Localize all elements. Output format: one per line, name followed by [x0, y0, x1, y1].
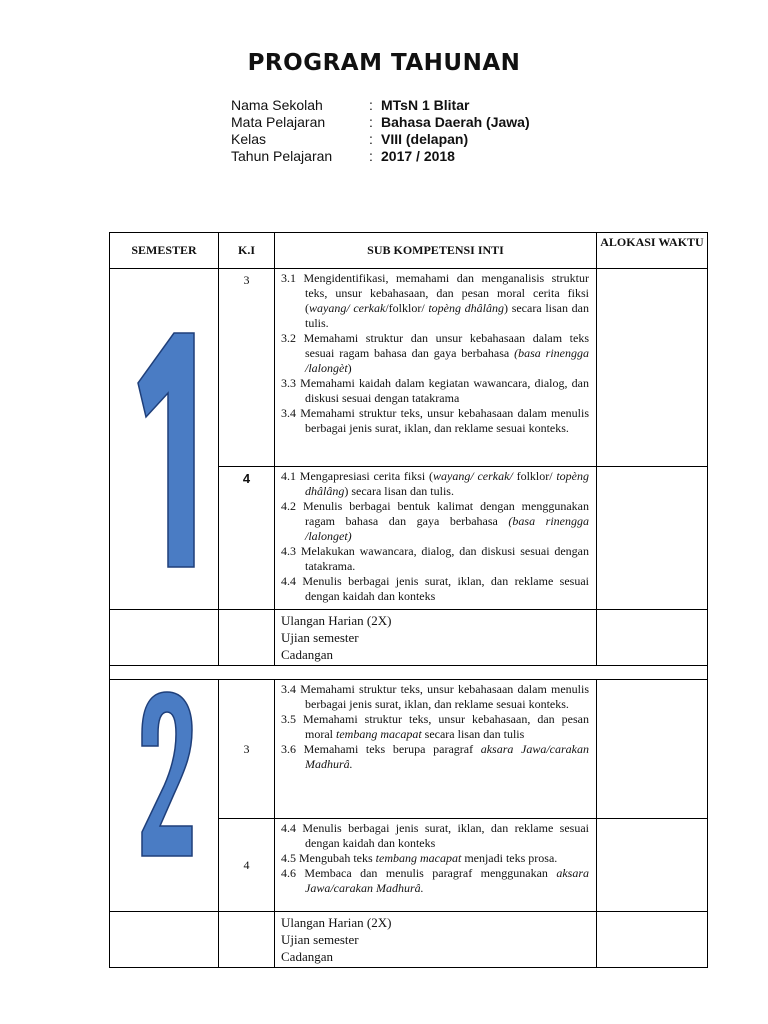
list-item: 3.6 Memahami teks berupa paragraf aksara Jawa/carakan Madhurâ.: [281, 742, 589, 771]
alokasi-cell: [597, 467, 708, 610]
ulangan-cell: [275, 610, 597, 666]
alokasi-cell: [597, 610, 708, 666]
spacer-cell: [110, 666, 708, 680]
info-colon: :: [369, 97, 373, 113]
info-row-school: [231, 97, 530, 114]
ulangan-item: Ulangan Harian (2X): [281, 915, 392, 930]
info-colon: :: [369, 148, 373, 164]
list-item: 3.3 Memahami kaidah dalam kegiatan wawancara, dialog, dan diskusi sesuai dengan tatakrama: [281, 376, 589, 405]
alokasi-cell: [597, 912, 708, 968]
info-label: Kelas: [231, 131, 267, 147]
sub-kompetensi-cell: [275, 680, 597, 819]
ki-cell: 4: [219, 819, 275, 912]
header-ki: K.I: [219, 233, 275, 269]
list-item: 4.1 Mengapresiasi cerita fiksi (wayang/ cerkak/ folklor/ topèng dhâlâng) secara lisan dan tulis.: [281, 469, 590, 498]
ulangan-item: Ujian semester: [281, 630, 359, 645]
list-item: 4.4 Menulis berbagai jenis surat, iklan, dan reklame sesuai dengan kaidah dan konteks: [281, 821, 589, 850]
info-row-subject: [231, 114, 530, 131]
ulangan-item: Ulangan Harian (2X): [281, 613, 392, 628]
ki-cell: [219, 912, 275, 968]
header-semester: SEMESTER: [110, 233, 219, 269]
info-value: Bahasa Daerah (Jawa): [381, 114, 530, 130]
program-table: [109, 232, 708, 968]
ki-cell: [219, 610, 275, 666]
list-item: 3.4 Memahami struktur teks, unsur kebahasaan dalam menulis berbagai jenis surat, iklan, dan reklame sesuai konteks.: [281, 406, 589, 435]
alokasi-cell: [597, 819, 708, 912]
table-row: [110, 912, 708, 968]
info-colon: :: [369, 131, 373, 147]
ulangan-cell: [275, 912, 597, 968]
list-item: 3.4 Memahami struktur teks, unsur kebahasaan dalam menulis berbagai jenis surat, iklan, dan reklame sesuai konteks.: [281, 682, 589, 711]
semester-1-numeral: [134, 331, 198, 573]
info-value: MTsN 1 Blitar: [381, 97, 470, 113]
info-value: 2017 / 2018: [381, 148, 455, 164]
list-item: 4.4 Menulis berbagai jenis surat, iklan, dan reklame sesuai dengan kaidah dan konteks: [281, 574, 589, 603]
list-item: 3.5 Memahami struktur teks, unsur kebahasaan, dan pesan moral tembang macapat secara lisan dan tulis: [281, 712, 589, 741]
ki-cell: 4: [219, 467, 275, 610]
header-alokasi: ALOKASI WAKTU: [597, 233, 708, 269]
semester-2-numeral: [140, 690, 194, 860]
table-row: [110, 680, 708, 819]
ulangan-item: Cadangan: [281, 647, 333, 662]
sub-kompetensi-cell: [275, 269, 597, 467]
list-item: 4.2 Menulis berbagai bentuk kalimat dengan menggunakan ragam bahasa dan gaya berbahasa (basa rinengga /lalonget): [281, 499, 589, 543]
info-label: Nama Sekolah: [231, 97, 323, 113]
info-value: VIII (delapan): [381, 131, 469, 147]
sub-kompetensi-cell: [275, 467, 597, 610]
info-label: Tahun Pelajaran: [231, 148, 333, 164]
semester-cell: [110, 610, 219, 666]
school-info: [231, 97, 530, 165]
list-item: 3.1 Mengidentifikasi, memahami dan menganalisis struktur teks, unsur kebahasaan, dan pesan moral cerita fiksi (wayang/ cerkak/folklor/ topèng dhâlâng) secara lisan dan tulis.: [281, 271, 590, 330]
info-colon: :: [369, 114, 373, 130]
ki-cell: 3: [219, 269, 275, 467]
info-row-class: [231, 131, 530, 148]
info-row-year: [231, 148, 530, 165]
spacer-row: [110, 666, 708, 680]
ki-cell: 3: [219, 680, 275, 819]
semester-cell: [110, 912, 219, 968]
list-item: 4.6 Membaca dan menulis paragraf menggunakan aksara Jawa/carakan Madhurâ.: [281, 866, 589, 895]
ulangan-item: Cadangan: [281, 949, 333, 964]
table-header-row: [110, 233, 708, 269]
alokasi-cell: [597, 680, 708, 819]
alokasi-cell: [597, 269, 708, 467]
page-title: PROGRAM TAHUNAN: [247, 50, 521, 76]
semester-2-cell: [110, 680, 219, 912]
sub-kompetensi-cell: [275, 819, 597, 912]
list-item: 3.2 Memahami struktur dan unsur kebahasaan dalam teks sesuai ragam bahasa dan gaya berbahasa (basa rinengga /lalongèt): [281, 331, 590, 375]
semester-1-cell: [110, 269, 219, 610]
table-row: [110, 269, 708, 467]
table-row: [110, 610, 708, 666]
ulangan-item: Ujian semester: [281, 932, 359, 947]
header-sub-kompetensi: SUB KOMPETENSI INTI: [275, 233, 597, 269]
list-item: 4.3 Melakukan wawancara, dialog, dan diskusi sesuai dengan tatakrama.: [281, 544, 589, 573]
list-item: 4.5 Mengubah teks tembang macapat menjadi teks prosa.: [281, 851, 558, 865]
info-label: Mata Pelajaran: [231, 114, 326, 130]
